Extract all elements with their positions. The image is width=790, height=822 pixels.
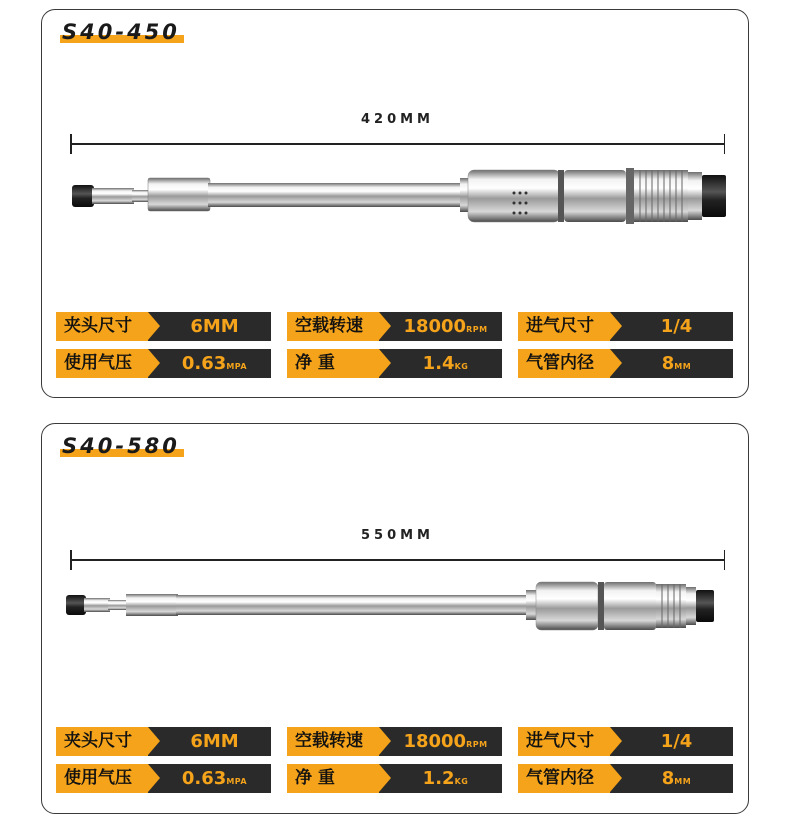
length-label: 420MM [360,112,434,127]
spec-chuck: 夹头尺寸 6MM [56,727,271,756]
model-title: S40-580 [60,434,184,458]
spec-hose: 气管内径 8MM [518,764,733,793]
product-card-s40-580 [41,423,749,814]
die-grinder-image [42,424,750,815]
spec-inlet: 进气尺寸 1/4 [518,312,733,341]
product-card-s40-450 [41,9,749,398]
length-label: 550MM [360,528,434,543]
spec-pressure: 使用气压 0.63MPA [56,764,271,793]
spec-weight: 净 重 1.2KG [287,764,502,793]
spec-weight: 净 重 1.4KG [287,349,502,378]
spec-chuck: 夹头尺寸 6MM [56,312,271,341]
spec-pressure: 使用气压 0.63MPA [56,349,271,378]
model-title: S40-450 [60,20,184,44]
spec-hose: 气管内径 8MM [518,349,733,378]
spec-inlet: 进气尺寸 1/4 [518,727,733,756]
spec-speed: 空载转速 18000RPM [287,312,502,341]
spec-speed: 空载转速 18000RPM [287,727,502,756]
